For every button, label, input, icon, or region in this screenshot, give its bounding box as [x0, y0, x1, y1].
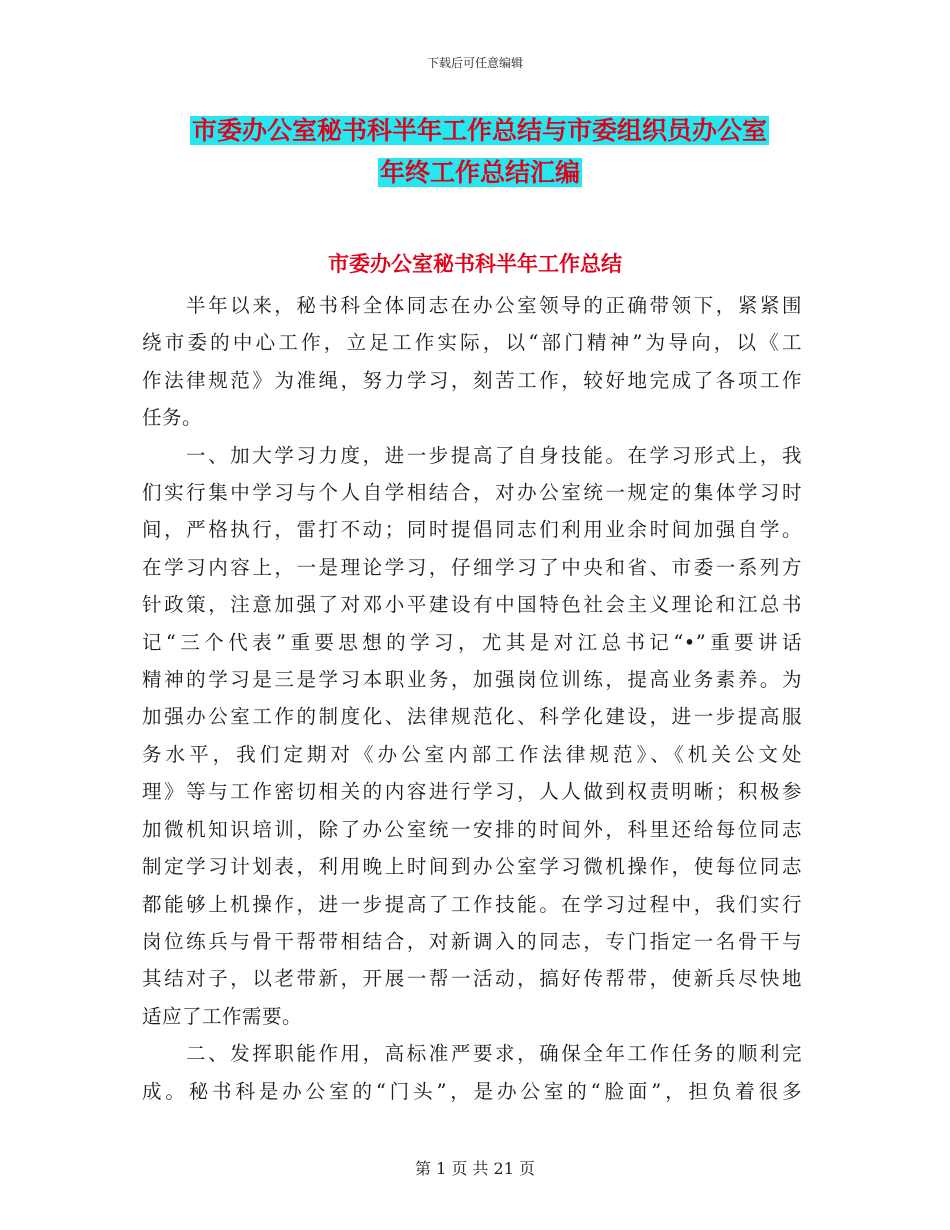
text-line: 成。秘书科是办公室的“门头”，是办公室的“脸面”，担负着很多	[142, 1079, 802, 1103]
body-text	[142, 287, 802, 1110]
paragraph	[142, 1035, 802, 1110]
text-line: 加强办公室工作的制度化、法律规范化、科学化建设，进一步提高服	[142, 705, 802, 729]
text-line: 半年以来，秘书科全体同志在办公室领导的正确带领下，紧紧围	[186, 294, 802, 317]
text-line: 作法律规范》为准绳，努力学习，刻苦工作，较好地完成了各项工作	[142, 368, 802, 392]
text-line: 们实行集中学习与个人自学相结合，对办公室统一规定的集体学习时	[142, 481, 802, 505]
text-line: 加微机知识培训，除了办公室统一安排的时间外，科里还给每位同志	[142, 817, 802, 841]
document-title	[190, 110, 810, 194]
page-number: 第 1 页 共 21 页	[415, 1159, 535, 1178]
text-line: 一、加大学习力度，进一步提高了自身技能。在学习形式上，我	[186, 443, 802, 467]
text-line: 间，严格执行，雷打不动；同时提倡同志们利用业余时间加强自学。	[142, 518, 802, 542]
text-line: 二、发挥职能作用，高标准严要求，确保全年工作任务的顺利完	[186, 1042, 802, 1066]
text-line: 其结对子，以老带新，开展一帮一活动，搞好传帮带，使新兵尽快地	[142, 967, 802, 991]
text-line: 岗位练兵与骨干帮带相结合，对新调入的同志，专门指定一名骨干与	[142, 929, 802, 953]
text-line: 绕市委的中心工作，立足工作实际，以“部门精神”为导向，以《工	[142, 331, 802, 355]
text-line: 理》等与工作密切相关的内容进行学习，人人做到权责明晰；积极参	[142, 780, 802, 804]
paragraph	[142, 437, 802, 1036]
title-line-2: 年终工作总结汇编	[379, 158, 580, 187]
title-line-1: 市委办公室秘书科半年工作总结与市委组织员办公室	[192, 116, 768, 145]
text-line: 制定学习计划表，利用晚上时间到办公室学习微机操作，使每位同志	[142, 855, 802, 879]
header-note: 下载后可任意编辑	[426, 56, 523, 70]
text-line: 精神的学习是三是学习本职业务，加强岗位训练，提高业务素养。为	[142, 668, 802, 692]
text-line: 针政策，注意加强了对邓小平建设有中国特色社会主义理论和江总书	[142, 593, 802, 617]
paragraph	[142, 287, 802, 437]
text-line: 在学习内容上，一是理论学习，仔细学习了中央和省、市委一系列方	[142, 555, 802, 579]
text-line: 务水平，我们定期对《办公室内部工作法律规范》、《机关公文处	[142, 742, 802, 766]
text-line: 记“三个代表”重要思想的学习，尤其是对江总书记“•”重要讲话	[142, 630, 802, 654]
text-line: 都能够上机操作，进一步提高了工作技能。在学习过程中，我们实行	[142, 892, 802, 916]
text-line: 适应了工作需要。	[142, 1004, 303, 1028]
section-title: 市委办公室秘书科半年工作总结	[328, 251, 622, 276]
text-line: 任务。	[142, 406, 203, 430]
